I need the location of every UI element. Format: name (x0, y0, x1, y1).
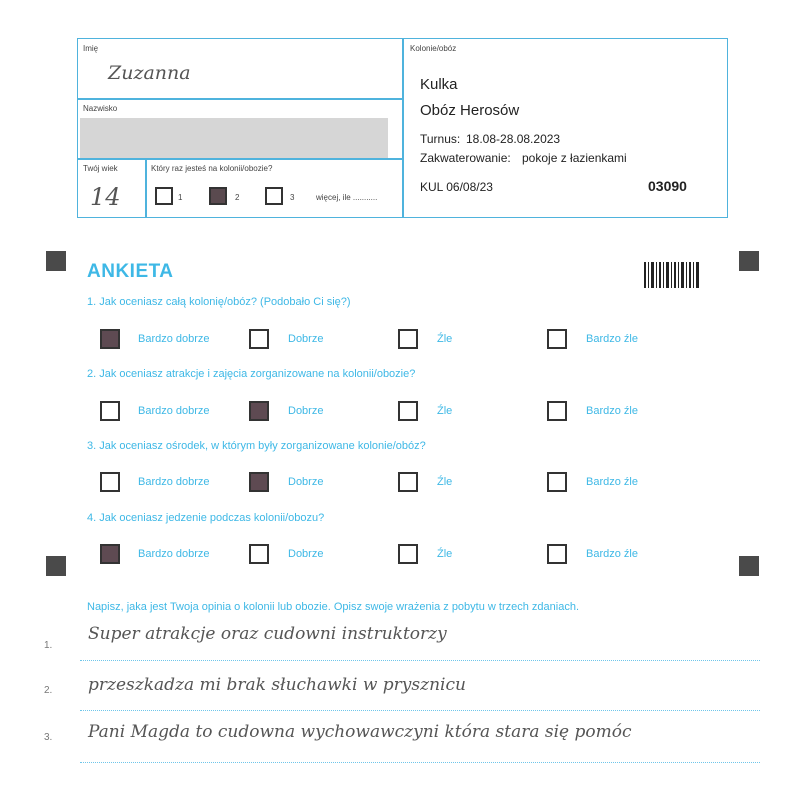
q3-option-bad: Źle (437, 476, 453, 488)
q1-option-very-good: Bardzo dobrze (138, 333, 210, 345)
registration-marker (46, 556, 66, 576)
q3-option-very-bad: Bardzo źle (586, 476, 638, 488)
q1-option-bad: Źle (437, 333, 453, 345)
accommodation-value: pokoje z łazienkami (522, 151, 627, 165)
times-option-more: więcej, ile ........... (316, 193, 378, 202)
writing-line (80, 710, 760, 711)
question-3: 3. Jak oceniasz ośrodek, w którym były zorganizowane kolonie/obóz? (87, 440, 426, 452)
age-value[interactable]: 14 (90, 183, 121, 211)
times-checkbox-2[interactable] (209, 187, 227, 205)
registration-marker (739, 556, 759, 576)
form-number: 03090 (648, 178, 687, 194)
q1-option-very-bad: Bardzo źle (586, 333, 638, 345)
times-checkbox-1[interactable] (155, 187, 173, 205)
opinion-prompt: Napisz, jaka jest Twoja opinia o kolonii lub obozie. Opisz swoje wrażenia z pobytu w trzech zdaniach. (87, 601, 579, 613)
divider (145, 158, 147, 218)
q1-checkbox-very-bad[interactable] (547, 329, 567, 349)
opinion-line-3[interactable]: Pani Magda to cudowna wychowawczyni która stara się pomóc (88, 722, 632, 742)
surname-label: Nazwisko (83, 104, 118, 113)
times-option-2: 2 (235, 193, 240, 202)
q2-option-very-good: Bardzo dobrze (138, 405, 210, 417)
turnus-label: Turnus: (420, 132, 461, 146)
q4-option-very-bad: Bardzo źle (586, 548, 638, 560)
camp-subname: Obóz Herosów (420, 102, 520, 119)
q3-option-very-good: Bardzo dobrze (138, 476, 210, 488)
turnus-value: 18.08-28.08.2023 (466, 132, 561, 146)
times-option-1: 1 (178, 193, 183, 202)
name-value[interactable]: Zuzanna (108, 62, 191, 84)
q2-checkbox-bad[interactable] (398, 401, 418, 421)
q1-option-good: Dobrze (288, 333, 324, 345)
q4-checkbox-good[interactable] (249, 544, 269, 564)
question-4: 4. Jak oceniasz jedzenie podczas kolonii/obozu? (87, 512, 325, 524)
barcode (644, 262, 700, 288)
divider (402, 38, 404, 218)
camp-label: Kolonie/obóz (410, 44, 457, 53)
q3-checkbox-very-bad[interactable] (547, 472, 567, 492)
divider (77, 98, 402, 100)
opinion-line-2[interactable]: przeszkadza mi brak słuchawki w prysznicu (88, 675, 466, 695)
q4-option-good: Dobrze (288, 548, 324, 560)
surname-redacted-field (80, 118, 388, 158)
q4-checkbox-bad[interactable] (398, 544, 418, 564)
writing-line (80, 762, 760, 763)
age-label: Twój wiek (83, 164, 118, 173)
q2-option-very-bad: Bardzo źle (586, 405, 638, 417)
camp-code: KUL 06/08/23 (420, 180, 493, 194)
q2-option-bad: Źle (437, 405, 453, 417)
times-option-3: 3 (290, 193, 295, 202)
writing-line (80, 660, 760, 661)
q3-option-good: Dobrze (288, 476, 324, 488)
q4-checkbox-very-bad[interactable] (547, 544, 567, 564)
registration-marker (739, 251, 759, 271)
q4-option-very-good: Bardzo dobrze (138, 548, 210, 560)
opinion-line-1[interactable]: Super atrakcje oraz cudowni instruktorzy (88, 624, 447, 644)
q4-option-bad: Źle (437, 548, 453, 560)
name-label: Imię (83, 44, 99, 53)
question-2: 2. Jak oceniasz atrakcje i zajęcia zorganizowane na kolonii/obozie? (87, 368, 416, 380)
registration-marker (46, 251, 66, 271)
times-label: Który raz jesteś na kolonii/obozie? (151, 164, 273, 173)
q3-checkbox-very-good[interactable] (100, 472, 120, 492)
q2-option-good: Dobrze (288, 405, 324, 417)
q3-checkbox-good[interactable] (249, 472, 269, 492)
q2-checkbox-very-good[interactable] (100, 401, 120, 421)
q3-checkbox-bad[interactable] (398, 472, 418, 492)
line-number: 1. (44, 640, 53, 651)
line-number: 2. (44, 685, 53, 696)
q2-checkbox-very-bad[interactable] (547, 401, 567, 421)
question-1: 1. Jak oceniasz całą kolonię/obóz? (Podobało Ci się?) (87, 296, 351, 308)
q2-checkbox-good[interactable] (249, 401, 269, 421)
times-checkbox-3[interactable] (265, 187, 283, 205)
line-number: 3. (44, 732, 53, 743)
q1-checkbox-bad[interactable] (398, 329, 418, 349)
q1-checkbox-good[interactable] (249, 329, 269, 349)
q1-checkbox-very-good[interactable] (100, 329, 120, 349)
q4-checkbox-very-good[interactable] (100, 544, 120, 564)
accommodation-label: Zakwaterowanie: (420, 151, 511, 165)
survey-title: ANKIETA (87, 261, 174, 282)
camp-name: Kulka (420, 76, 458, 93)
divider (77, 158, 402, 160)
